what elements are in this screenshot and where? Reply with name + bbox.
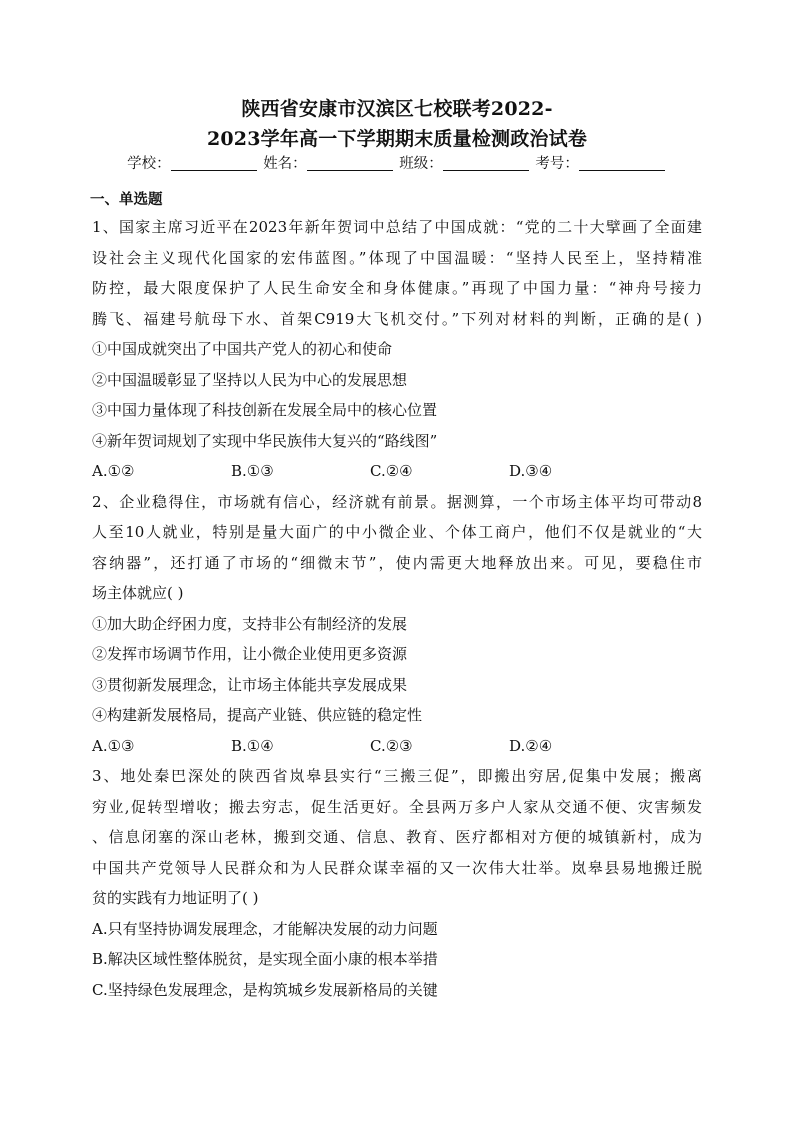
q1-item: ①中国成就突出了中国共产党人的初心和使命: [92, 340, 393, 358]
q3-option-c[interactable]: C.坚持绿色发展理念，是构筑城乡发展新格局的关键: [92, 980, 438, 999]
q1-option-b[interactable]: B.①③: [231, 462, 274, 480]
q3-stem-line: 贫的实践有力地证明了( ): [92, 889, 259, 907]
q2-item: ①加大助企纾困力度，支持非公有制经济的发展: [92, 614, 408, 633]
q2-item: ④构建新发展格局，提高产业链、供应链的稳定性: [92, 706, 423, 724]
name-blank[interactable]: [307, 154, 393, 171]
q2-stem-line: 场主体就应( ): [92, 584, 184, 602]
exam-title-line-2: 2023学年高一下学期期末质量检测政治试卷: [206, 128, 588, 150]
questions-body: [92, 212, 702, 1005]
q3-stem-line: 中国共产党领导人民群众和为人民群众谋幸福的又一次伟大壮举。岚皋县易地搬迁脱: [92, 858, 702, 877]
q1-options: [92, 456, 702, 487]
q1-item: ④新年贺词规划了实现中华民族伟大复兴的“路线图”: [92, 431, 438, 450]
q3-option-b[interactable]: B.解决区域性整体脱贫，是实现全面小康的根本举措: [92, 950, 438, 968]
q1-option-d[interactable]: D.③④: [509, 462, 553, 480]
student-info-row: [0, 152, 794, 176]
class-label: 班级：: [399, 156, 443, 172]
q2-item: ③贯彻新发展理念，让市场主体能共享发展成果: [92, 675, 408, 694]
section-heading: 一、单选题: [90, 191, 163, 208]
q3-stem-line: 3、地处秦巴深处的陕西省岚皋县实行“三搬三促”，即搬出穷居,促集中发展；搬离: [92, 767, 702, 785]
q2-stem-line: 容纳器”，还打通了市场的“细微末节”，使内需更大地释放出来。可见，要稳住市: [92, 553, 702, 572]
q2-options: [92, 731, 702, 762]
class-blank[interactable]: [443, 154, 529, 171]
school-label: 学校：: [127, 156, 171, 172]
exam-title-line-1: 陕西省安康市汉滨区七校联考2022-: [241, 98, 553, 120]
q1-option-a[interactable]: A.①②: [92, 462, 135, 480]
q3-option-a[interactable]: A.只有坚持协调发展理念，才能解决发展的动力问题: [92, 919, 438, 938]
q2-stem-line: 人至10人就业，特别是量大面广的中小微企业、个体工商户，他们不仅是就业的“大: [92, 523, 702, 541]
school-blank[interactable]: [171, 154, 257, 171]
q2-option-d[interactable]: D.②④: [509, 736, 553, 755]
q1-item: ②中国温暖彰显了坚持以人民为中心的发展思想: [92, 370, 408, 389]
q2-option-c[interactable]: C.②③: [370, 736, 413, 755]
name-label: 姓名：: [263, 156, 307, 172]
q2-stem-line: 2、企业稳得住，市场就有信心，经济就有前景。据测算，一个市场主体平均可带动8: [92, 492, 702, 511]
q1-stem-line: 1、国家主席习近平在2023年新年贺词中总结了中国成就：“党的二十大擘画了全面建: [92, 218, 702, 236]
q2-option-b[interactable]: B.①④: [231, 736, 274, 755]
q2-option-a[interactable]: A.①③: [92, 736, 135, 755]
q3-stem-line: 、信息闭塞的深山老林，搬到交通、信息、教育、医疗都相对方便的城镇新村，成为: [92, 828, 702, 846]
q1-stem-line: 防控，最大限度保护了人民生命安全和身体健康。”再现了中国力量：“神舟号接力: [92, 279, 702, 297]
number-label: 考号：: [535, 156, 579, 172]
q1-item: ③中国力量体现了科技创新在发展全局中的核心位置: [92, 401, 438, 419]
q1-option-c[interactable]: C.②④: [370, 462, 413, 480]
number-blank[interactable]: [579, 154, 665, 171]
q3-stem-line: 穷业,促转型增收；搬去穷志，促生活更好。全县两万多户人家从交通不便、灾害频发: [92, 797, 702, 816]
q2-item: ②发挥市场调节作用，让小微企业使用更多资源: [92, 645, 408, 663]
q1-stem-line: 设社会主义现代化国家的宏伟蓝图。”体现了中国温暖：“坚持人民至上，坚持精准: [92, 248, 702, 267]
q1-stem-line: 腾飞、福建号航母下水、首架C919大飞机交付。”下列对材料的判断，正确的是( ): [92, 309, 702, 328]
